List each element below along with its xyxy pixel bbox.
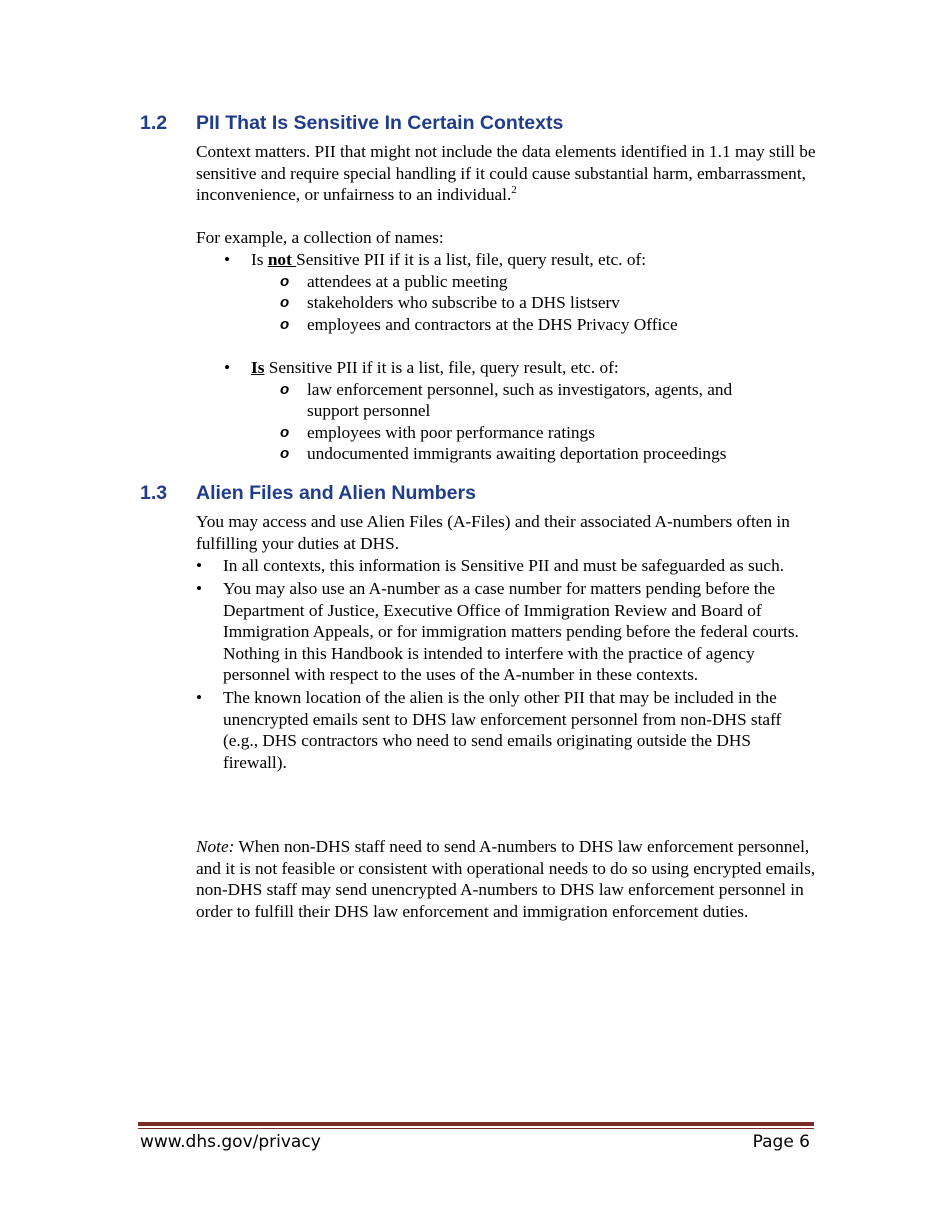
footer-rule (138, 1122, 814, 1126)
bullet-icon: • (196, 579, 203, 598)
section-1-2-intro (196, 141, 821, 206)
note-text: When non-DHS staff need to send A-numbers to DHS law enforcement personnel, and it is not feasible or consistent with operational needs to do so using encrypted emails, non-DHS staff may send unencrypted A-numbers to DHS law enforcement personnel in order to fulfill their DHS law enforcement and immigration enforcement duties. (196, 837, 816, 921)
sub-item-text: undocumented immigrants awaiting deportation proceedings (307, 444, 727, 463)
alien-numbers-list (196, 555, 816, 775)
footer-url: www.dhs.gov/privacy (140, 1132, 321, 1152)
sub-item-text: stakeholders who subscribe to a DHS listserv (307, 293, 620, 312)
section-heading-1-2 (140, 112, 563, 135)
footer-rule-thin (138, 1128, 814, 1129)
footnote-reference: 2 (511, 184, 517, 196)
page-number: Page 6 (752, 1132, 810, 1152)
list-item (196, 357, 826, 379)
section-1-3-intro (196, 511, 821, 554)
sub-bullet-icon: o (280, 315, 290, 333)
sub-item-text: employees and contractors at the DHS Privacy Office (307, 314, 678, 334)
sub-list-item (196, 314, 826, 336)
is-emphasis: Is (251, 358, 265, 377)
example-lead-text: For example, a collection of names: (196, 228, 444, 247)
sub-bullet-icon: o (280, 380, 290, 398)
sub-bullet-icon: o (280, 272, 290, 290)
list-item (196, 555, 816, 577)
list-item-text: The known location of the alien is the only other PII that may be included in the unencrypted emails sent to DHS law enforcement personnel from non-DHS staff (e.g., DHS contractors who need to send emails originating outside the DHS firewall). (223, 688, 782, 772)
list-item-text: Sensitive PII if it is a list, file, query result, etc. of: (296, 250, 647, 269)
sub-bullet-icon: o (280, 423, 290, 441)
sub-item-text: employees with poor performance ratings (307, 422, 595, 442)
list-item (196, 687, 816, 773)
sub-list-item (196, 292, 826, 314)
list-item-prefix: Is (251, 250, 268, 269)
sub-list-item (196, 379, 826, 422)
sub-list-item (196, 271, 826, 293)
list-item (196, 578, 816, 686)
example-lead (196, 227, 821, 249)
section-heading-1-3 (140, 482, 476, 505)
list-item-text: In all contexts, this information is Sensitive PII and must be safeguarded as such. (223, 556, 785, 575)
sub-bullet-icon: o (280, 294, 290, 311)
sub-list-item (196, 422, 826, 444)
list-item-text: Sensitive PII if it is a list, file, query result, etc. of: (264, 358, 619, 377)
intro-text: You may access and use Alien Files (A-Files) and their associated A-numbers often in fulfilling your duties at DHS. (196, 512, 790, 553)
bullet-icon: • (224, 250, 231, 269)
bullet-icon: • (224, 358, 231, 377)
bullet-icon: • (196, 688, 203, 707)
note-paragraph (196, 836, 821, 922)
intro-text: Context matters. PII that might not include the data elements identified in 1.1 may still be sensitive and require special handling if it could cause substantial harm, embarrassment, inconvenience, or unfairness to an individual. (196, 142, 816, 204)
sub-item-text: attendees at a public meeting (307, 271, 508, 291)
bullet-icon: • (196, 556, 203, 575)
not-emphasis: not (267, 250, 297, 269)
note-label: Note: (196, 837, 235, 856)
sub-item-text: law enforcement personnel, such as investigators, agents, and support personnel (307, 379, 733, 420)
sensitive-list (196, 357, 826, 465)
section-title: PII That Is Sensitive In Certain Contexts (196, 112, 564, 134)
section-number: 1.2 (140, 112, 168, 134)
sub-list-item (196, 443, 826, 465)
list-item (196, 249, 826, 271)
section-title: Alien Files and Alien Numbers (196, 482, 476, 504)
not-sensitive-list (196, 249, 826, 335)
section-number: 1.3 (140, 482, 168, 504)
list-item-text: You may also use an A-number as a case number for matters pending before the Department of Justice, Executive Office of Immigration Review and Board of Immigration Appeals, or for immigration matters pending before the federal courts. Nothing in this Handbook is intended to interfere with the practice of agency personnel with respect to the uses of the A-number in these contexts. (223, 579, 799, 684)
sub-bullet-icon: o (280, 445, 290, 462)
